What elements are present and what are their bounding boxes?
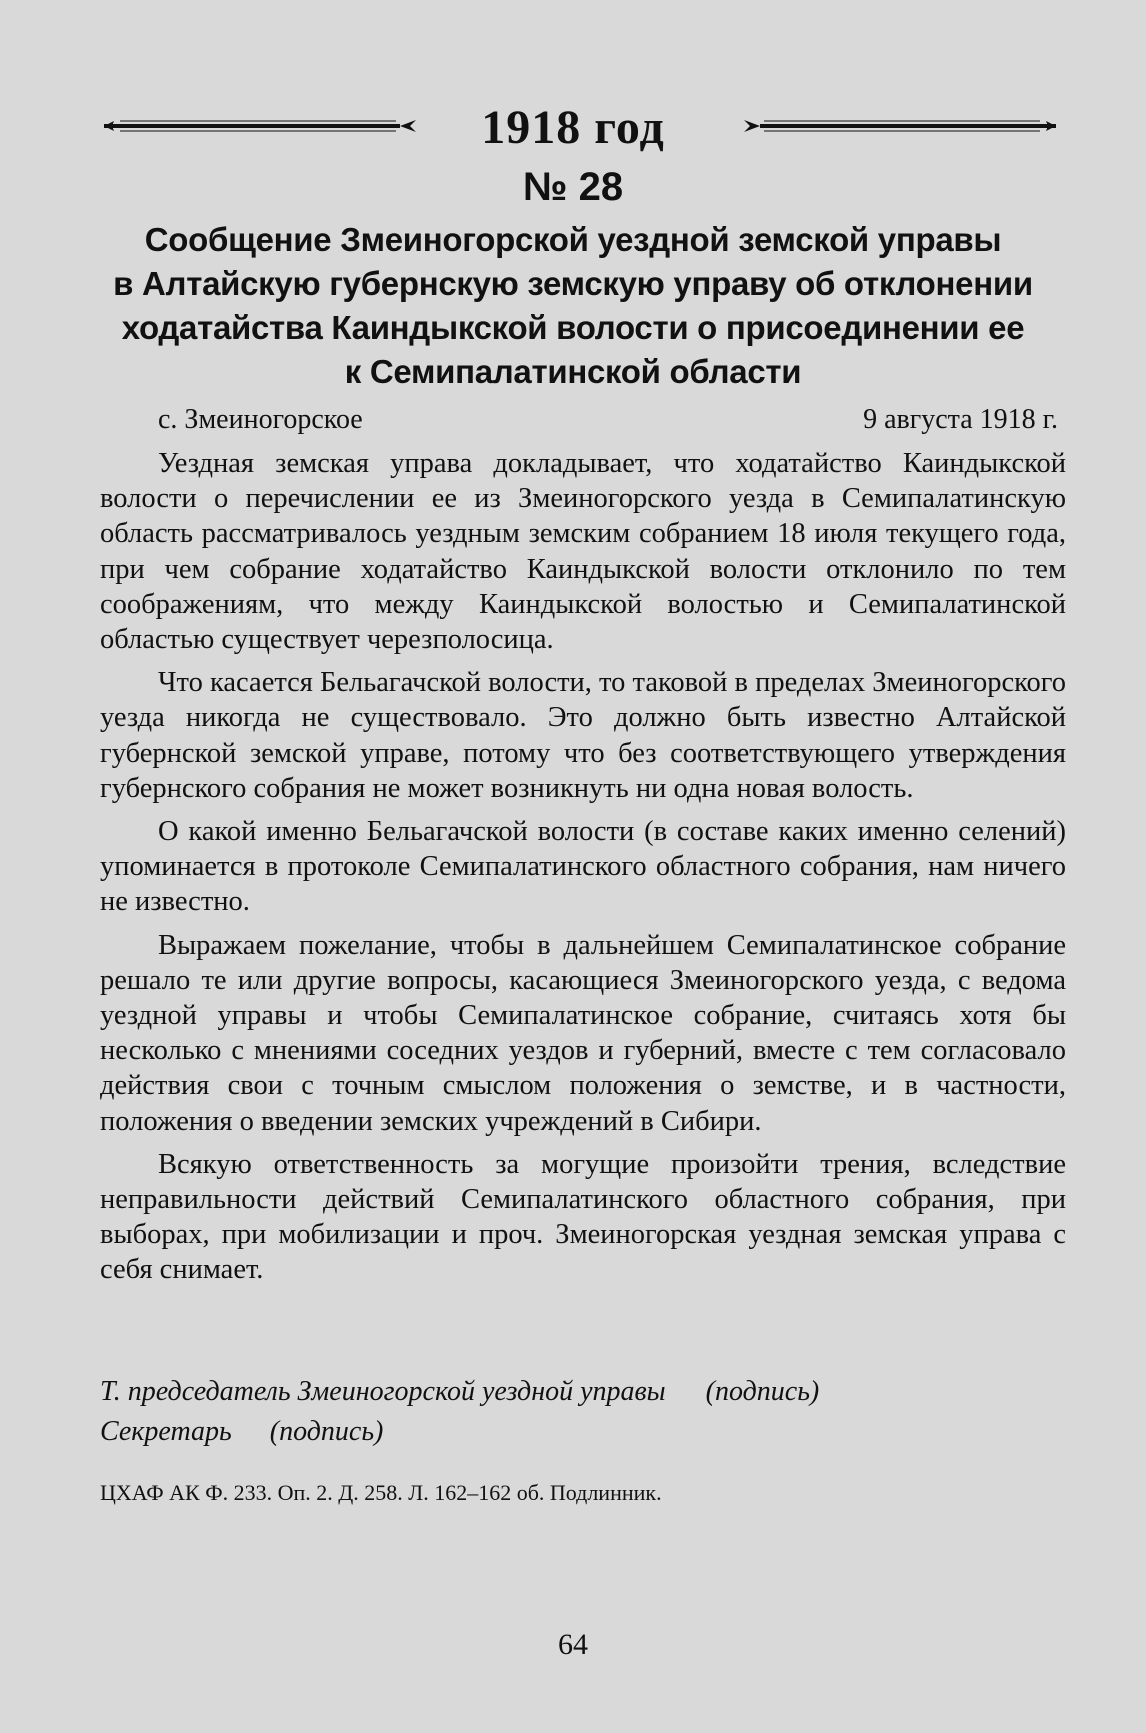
secretary-title: Секретарь [100, 1416, 232, 1447]
document-number: № 28 [522, 165, 624, 209]
paragraph: О какой именно Бельагачской волости (в составе каких именно селений) упоминается в протоколе Семипалатинского областного собрания, нам ничего не известно. [100, 816, 1066, 918]
title-line: к Семипалатинской области [344, 353, 802, 390]
signature-block [100, 1372, 1066, 1452]
chairman-signature-line [100, 1372, 1066, 1412]
place-date-line [158, 404, 1058, 436]
chairman-signature: (подпись) [705, 1376, 820, 1407]
archive-reference: ЦХАФ АК Ф. 233. Оп. 2. Д. 258. Л. 162–162 об. Подлинник. [100, 1480, 662, 1505]
paragraph: Всякую ответственность за могущие произойти трения, вследствие неправильности действий Семипалатинского областного собрания, при выборах, при мобилизации и проч. Змеиногорская уездная земская управа с себя снимает. [100, 1148, 1066, 1286]
title-line: в Алтайскую губернскую земскую управу об отклонении [113, 265, 1033, 302]
secretary-signature: (подпись) [269, 1416, 384, 1447]
date: 9 августа 1918 г. [863, 404, 1058, 435]
title-line: Сообщение Змеиногорской уездной земской управы [144, 221, 1002, 258]
chairman-title: Т. председатель Змеиногорской уездной управы [100, 1376, 666, 1407]
page-number: 64 [558, 1628, 588, 1661]
document-body [100, 446, 1066, 1296]
year-heading: 1918 год [481, 101, 665, 154]
paragraph: Выражаем пожелание, чтобы в дальнейшем Семипалатинское собрание решало те или другие вопросы, касающиеся Змеиногорского уезда, с ведома уездной управы и чтобы Семипалатинское собрание, считаясь хотя бы несколько с мнениями соседних уездов и губерний, вместе с тем согласовало действия свои с точным смыслом положения о земстве, и в частности, положения о введении земских учреждений в Сибири. [100, 929, 1066, 1137]
document-title [110, 218, 1036, 394]
place: с. Змеиногорское [158, 404, 363, 435]
secretary-signature-line [100, 1412, 1066, 1452]
paragraph: Уездная земская управа докладывает, что ходатайство Каиндыкской волости о перечислении ее из Змеиногорского уезда в Семипалатинскую область рассматривалось уездным земским собранием 18 июля текущего года, при чем собрание ходатайство Каиндыкской волости отклонило по тем соображениям, что между Каиндыкской волостью и Семипалатинской областью существует черезполосица. [100, 448, 1066, 656]
paragraph: Что касается Бельагачской волости, то таковой в пределах Змеиногорского уезда никогда не существовало. Это должно быть известно Алтайской губернской земской управе, потому что без соответствующего утверждения губернского собрания не может возникнуть ни одна новая волость. [100, 667, 1066, 804]
title-line: ходатайства Каиндыкской волости о присоединении ее [121, 309, 1025, 346]
